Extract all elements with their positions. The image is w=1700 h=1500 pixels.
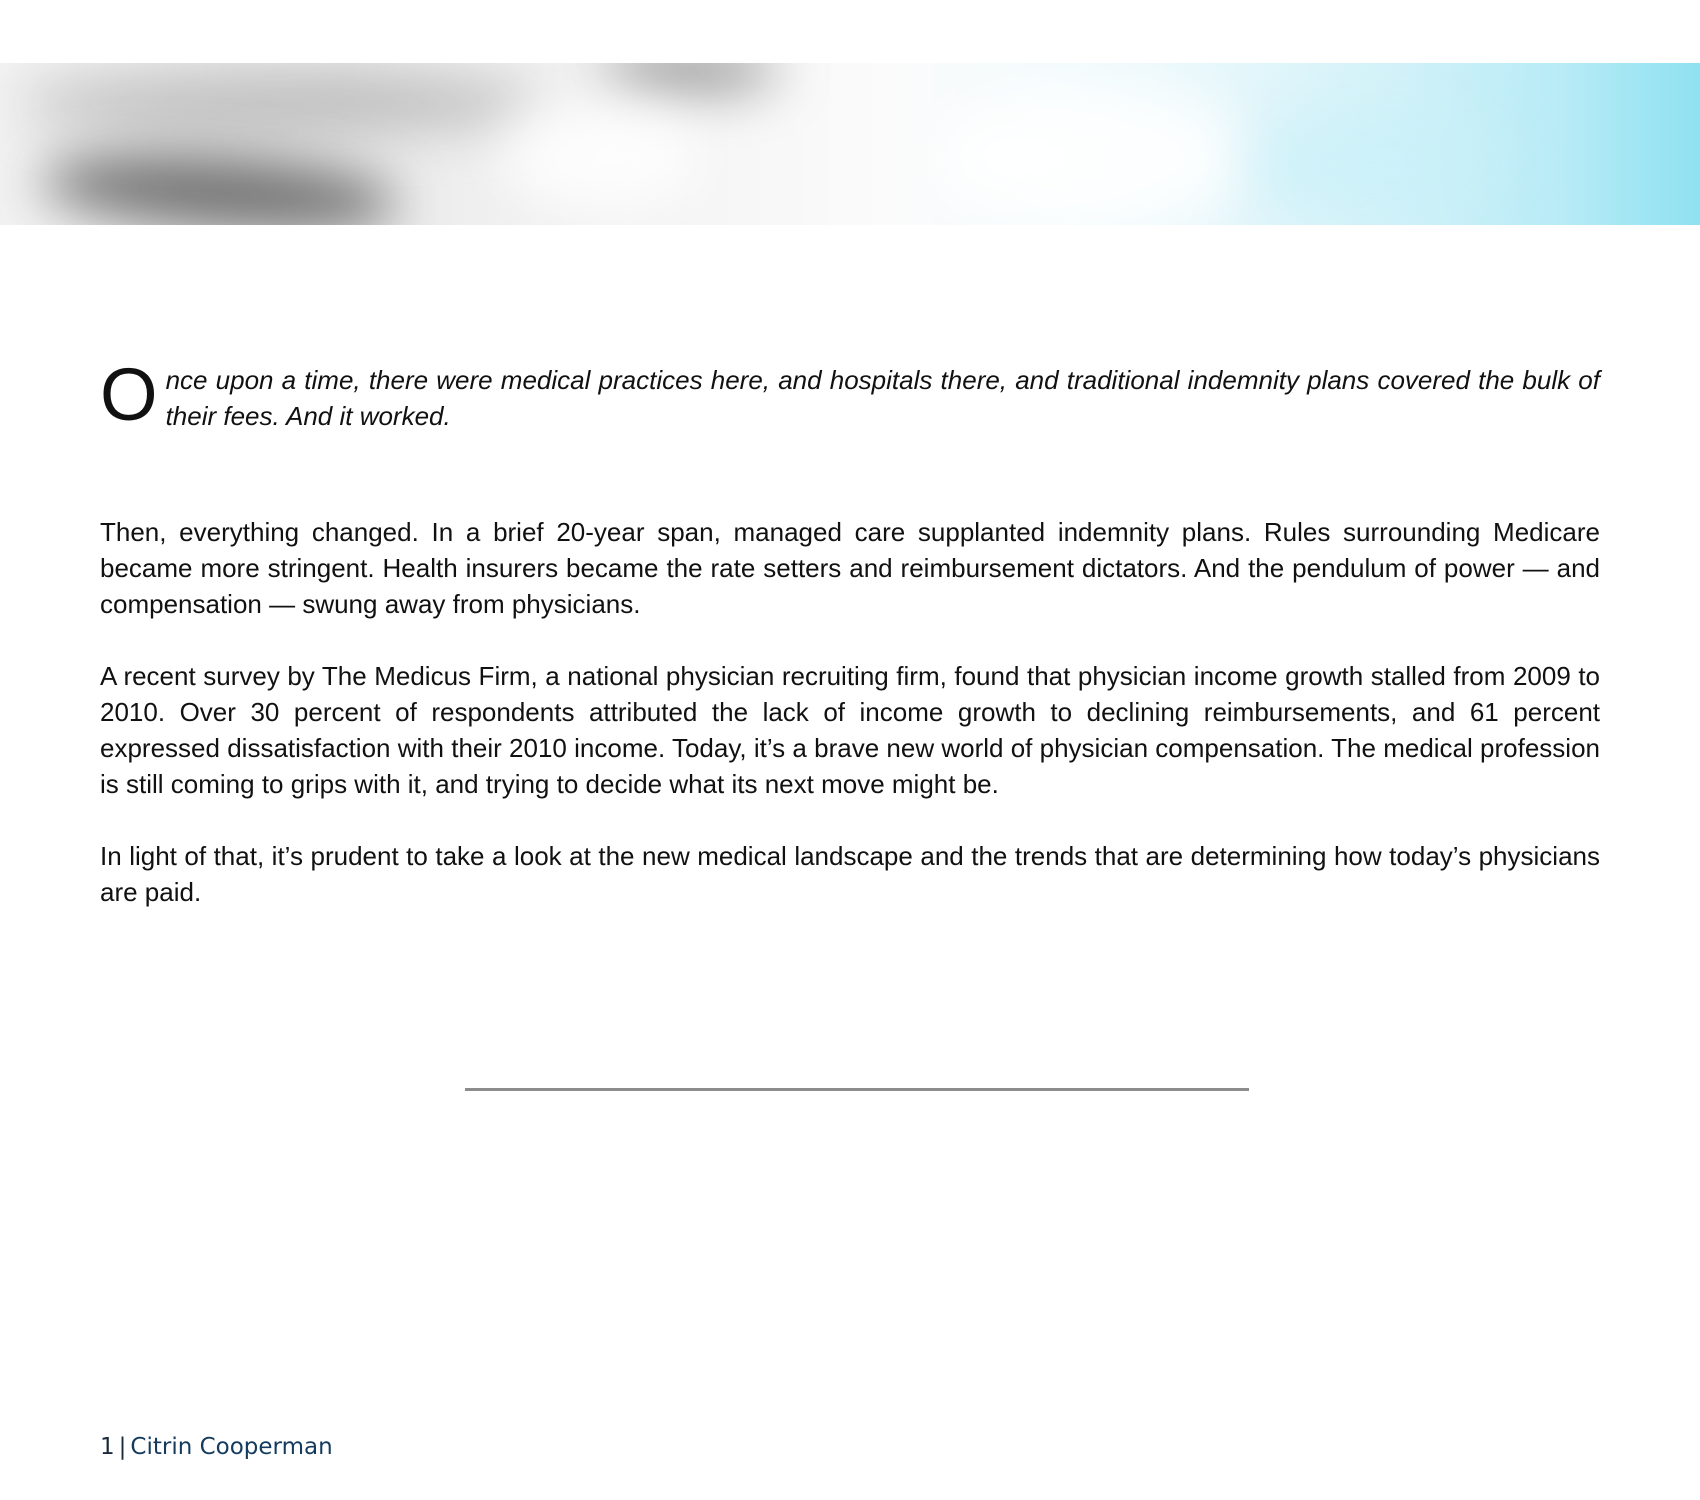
body-paragraph: Then, everything changed. In a brief 20-year span, managed care supplanted indemnity plans. Rules surrounding Medicare became more stringent. Health insurers became the rate setters and reimbursement dictators. And the pendulum of power — and compensation — swung away from physicians. — [100, 517, 1600, 619]
banner-blur-shape — [930, 83, 1250, 225]
banner-blur-shape — [20, 73, 540, 133]
body-paragraph: In light of that, it’s prudent to take a look at the new medical landscape and the trends that are determining how today’s physicians are paid. — [100, 841, 1600, 907]
banner-blur-shape — [38, 146, 402, 225]
article-body — [100, 353, 1600, 946]
banner-blur-shape — [600, 63, 780, 88]
page-footer — [100, 1433, 333, 1461]
intro-text: nce upon a time, there were medical practices here, and hospitals there, and traditional indemnity plans covered the bulk of their fees. And it worked. — [165, 365, 1600, 431]
header-banner-image — [0, 63, 1700, 225]
page-number: 1 — [100, 1434, 115, 1460]
footer-separator: | — [118, 1434, 127, 1460]
banner-blur-shape — [1240, 103, 1500, 223]
banner-blur-shape — [500, 103, 700, 213]
section-divider — [465, 1088, 1249, 1091]
footer-brand: Citrin Cooperman — [130, 1434, 333, 1460]
intro-paragraph — [100, 353, 1600, 436]
drop-cap: O — [100, 353, 158, 436]
body-paragraph: A recent survey by The Medicus Firm, a national physician recruiting firm, found that physician income growth stalled from 2009 to 2010. Over 30 percent of respondents attributed the lack of income growth to declining reimbursements, and 61 percent expressed dissatisfaction with their 2010 income. Today, it’s a brave new world of physician compensation. The medical profession is still coming to grips with it, and trying to decide what its next move might be. — [100, 661, 1600, 799]
